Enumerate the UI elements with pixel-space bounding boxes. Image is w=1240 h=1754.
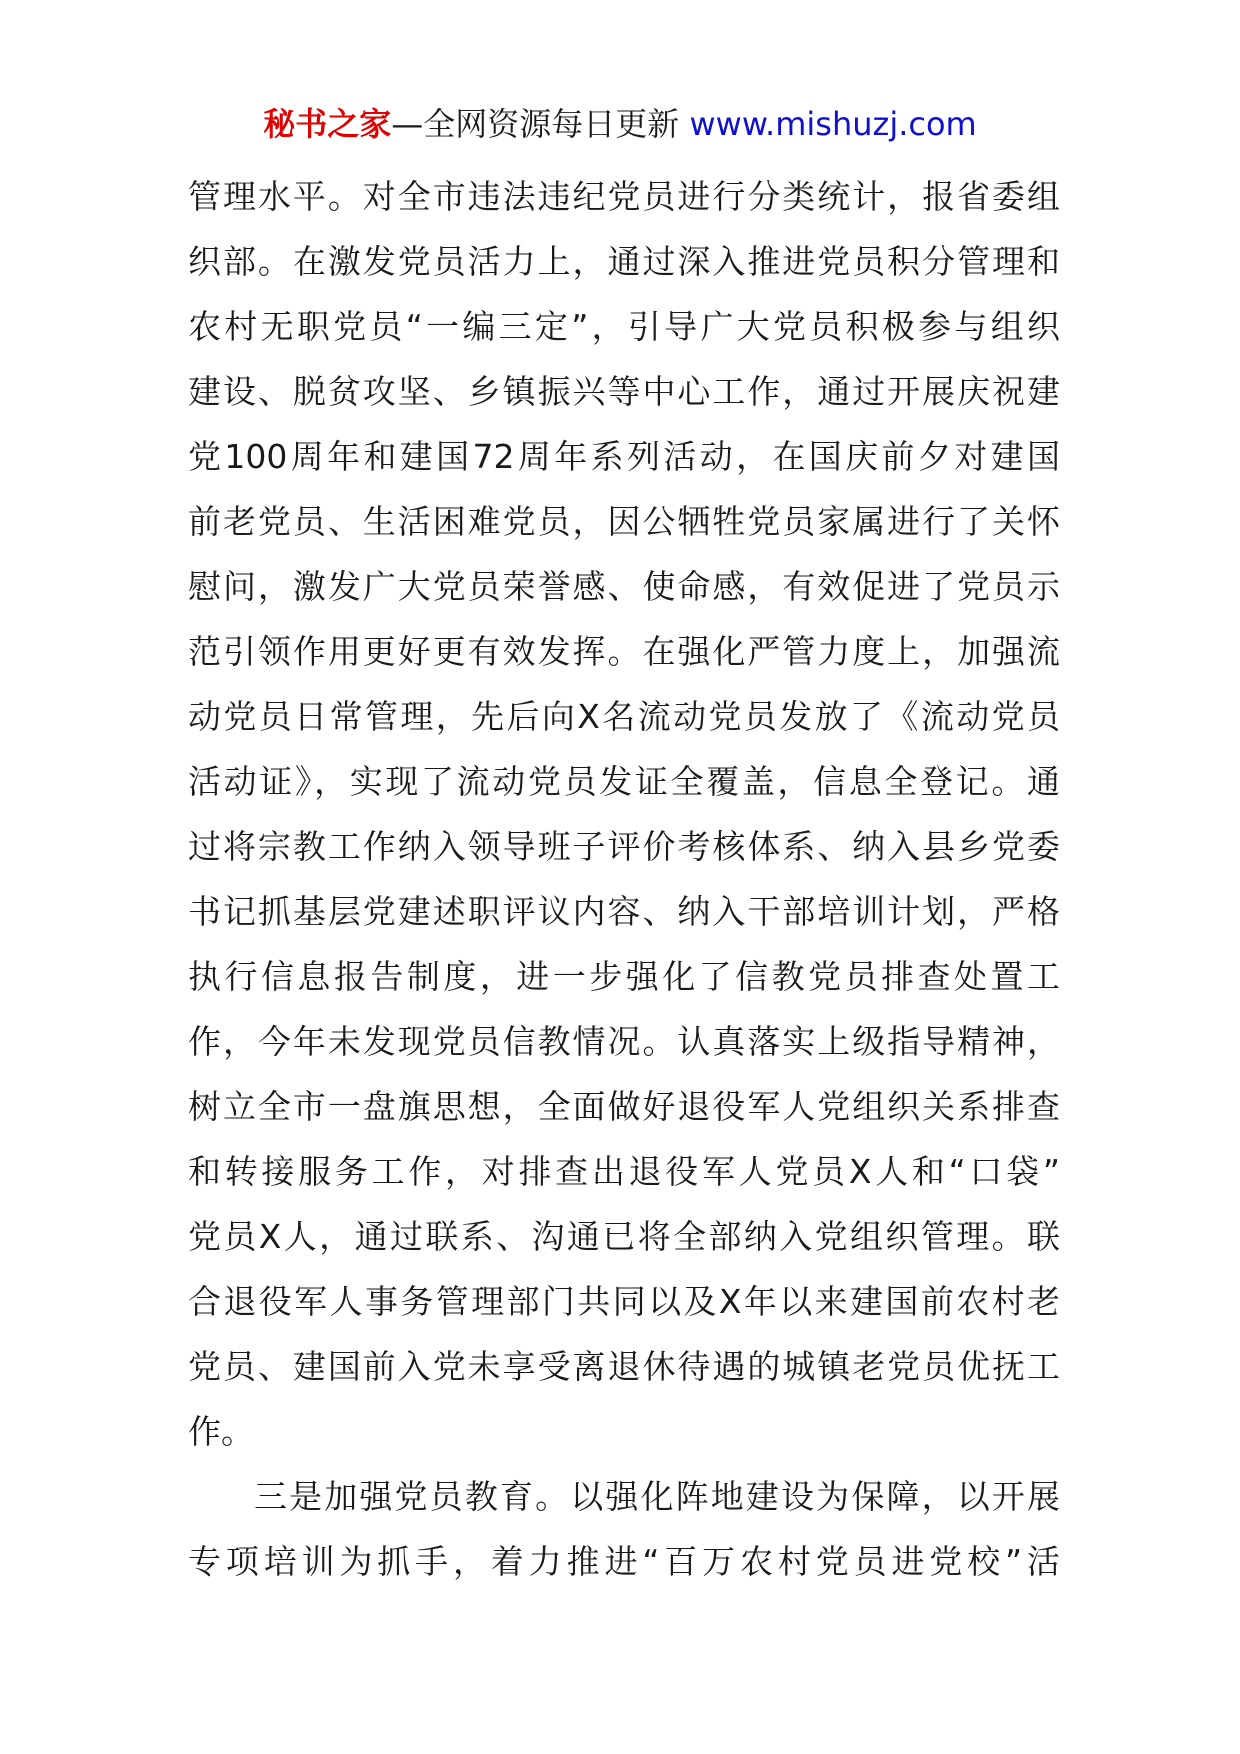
paragraph-1 xyxy=(188,164,1060,1464)
text-line: 过将宗教工作纳入领导班子评价考核体系、纳入县乡党委 xyxy=(188,827,1060,866)
text-line: 农村无职党员“一编三定”，引导广大党员积极参与组织 xyxy=(188,307,1060,346)
header-tagline: —全网资源每日更新 xyxy=(391,105,690,143)
text-line: 前老党员、生活困难党员，因公牺牲党员家属进行了关怀 xyxy=(188,502,1060,541)
text-line: 作。 xyxy=(188,1412,254,1451)
header-site-url[interactable]: www.mishuzj.com xyxy=(689,105,977,143)
text-line: 和转接服务工作，对排查出退役军人党员X人和“口袋” xyxy=(188,1152,1060,1191)
text-line: 书记抓基层党建述职评议内容、纳入干部培训计划，严格 xyxy=(188,892,1060,931)
text-line: 建设、脱贫攻坚、乡镇振兴等中心工作，通过开展庆祝建 xyxy=(188,372,1060,411)
page-header xyxy=(0,100,1240,148)
document-body xyxy=(188,164,1060,1594)
text-line: 动党员日常管理，先后向X名流动党员发放了《流动党员 xyxy=(188,697,1060,736)
text-line: 合退役军人事务管理部门共同以及X年以来建国前农村老 xyxy=(188,1282,1060,1321)
text-line-indented: 三是加强党员教育。以强化阵地建设为保障，以开展 xyxy=(254,1477,1060,1516)
text-line: 党员、建国前入党未享受离退休待遇的城镇老党员优抚工 xyxy=(188,1347,1060,1386)
text-line: 织部。在激发党员活力上，通过深入推进党员积分管理和 xyxy=(188,242,1060,281)
text-line: 执行信息报告制度，进一步强化了信教党员排查处置工 xyxy=(188,957,1060,996)
header-brand: 秘书之家 xyxy=(263,105,392,143)
text-line: 作，今年未发现党员信教情况。认真落实上级指导精神， xyxy=(188,1022,1060,1061)
text-line: 活动证》，实现了流动党员发证全覆盖，信息全登记。通 xyxy=(188,762,1060,801)
paragraph-2 xyxy=(188,1464,1060,1594)
text-line: 党100周年和建国72周年系列活动，在国庆前夕对建国 xyxy=(188,437,1060,476)
text-line: 管理水平。对全市违法违纪党员进行分类统计，报省委组 xyxy=(188,177,1060,216)
text-line: 专项培训为抓手，着力推进“百万农村党员进党校”活 xyxy=(188,1542,1060,1581)
text-line: 党员X人，通过联系、沟通已将全部纳入党组织管理。联 xyxy=(188,1217,1060,1256)
text-line: 慰问，激发广大党员荣誉感、使命感，有效促进了党员示 xyxy=(188,567,1060,606)
text-line: 树立全市一盘旗思想，全面做好退役军人党组织关系排查 xyxy=(188,1087,1060,1126)
text-line: 范引领作用更好更有效发挥。在强化严管力度上，加强流 xyxy=(188,632,1060,671)
